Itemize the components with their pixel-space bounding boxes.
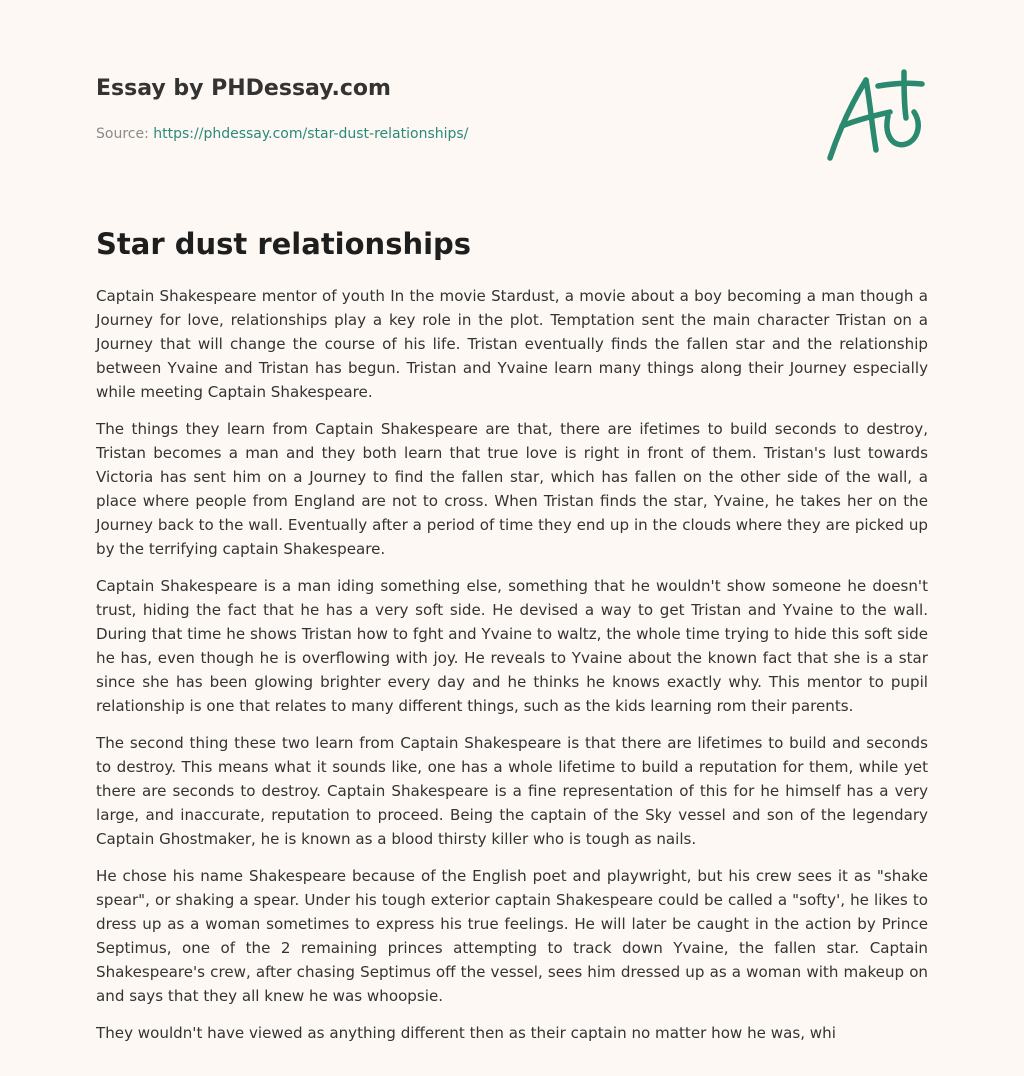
- essay-title: Star dust relationships: [96, 227, 472, 261]
- site-title: Essay by PHDessay.com: [96, 76, 391, 101]
- essay-paragraph: The things they learn from Captain Shakespeare are that, there are ifetimes to build seconds to destroy, Tristan becomes a man and they both learn that true love is right in front of them. Tristan's lust towards Victoria has sent him on a Journey to find the fallen star, which has fallen on the other side of the wall, a place where people from England are not to cross. When Tristan finds the star, Yvaine, he takes her on the Journey back to the wall. Eventually after a period of time they end up in the clouds where they are picked up by the terrifying captain Shakespeare.: [96, 420, 928, 558]
- essay-paragraph: Captain Shakespeare mentor of youth In the movie Stardust, a movie about a boy becoming a man though a Journey for love, relationships play a key role in the plot. Temptation sent the main character Tristan on a Journey that will change the course of his life. Tristan eventually finds the fallen star and the relationship between Yvaine and Tristan has begun. Tristan and Yvaine learn many things along their Journey especially while meeting Captain Shakespeare.: [96, 287, 928, 401]
- essay-body: [96, 284, 928, 1058]
- a-plus-logo-icon: [820, 64, 930, 168]
- essay-paragraph: He chose his name Shakespeare because of the English poet and playwright, but his crew sees it as "shake spear", or shaking a spear. Under his tough exterior captain Shakespeare could be called a "softy', he likes to dress up as a woman sometimes to express his true feelings. He will later be caught in the action by Prince Septimus, one of the 2 remaining princes attempting to track down Yvaine, the fallen star. Captain Shakespeare's crew, after chasing Septimus off the vessel, sees him dressed up as a woman with makeup on and says that they all knew he was whoopsie.: [96, 867, 928, 1005]
- source-link[interactable]: https://phdessay.com/star-dust-relationships/: [153, 126, 469, 142]
- essay-paragraph: The second thing these two learn from Captain Shakespeare is that there are lifetimes to build and seconds to destroy. This means what it sounds like, one has a whole lifetime to build a reputation for them, while yet there are seconds to destroy. Captain Shakespeare is a fine representation of this for he himself has a very large, and inaccurate, reputation to proceed. Being the captain of the Sky vessel and son of the legendary Captain Ghostmaker, he is known as a blood thirsty killer who is tough as nails.: [96, 734, 928, 848]
- header: [96, 74, 928, 142]
- essay-paragraph: Captain Shakespeare is a man iding something else, something that he wouldn't show someone he doesn't trust, hiding the fact that he has a very soft side. He devised a way to get Tristan and Yvaine to the wall. During that time he shows Tristan how to fght and Yvaine to waltz, the whole time trying to hide this soft side he has, even though he is overflowing with joy. He reveals to Yvaine about the known fact that she is a star since she has been glowing brighter every day and he thinks he knows exactly why. This mentor to pupil relationship is one that relates to many different things, such as the kids learning rom their parents.: [96, 577, 928, 715]
- source-line: [96, 124, 468, 144]
- source-label: Source:: [96, 126, 149, 142]
- a-plus-logo-graphic: [820, 64, 930, 168]
- essay-paragraph: They wouldn't have viewed as anything different then as their captain no matter how he was, whi: [96, 1024, 836, 1042]
